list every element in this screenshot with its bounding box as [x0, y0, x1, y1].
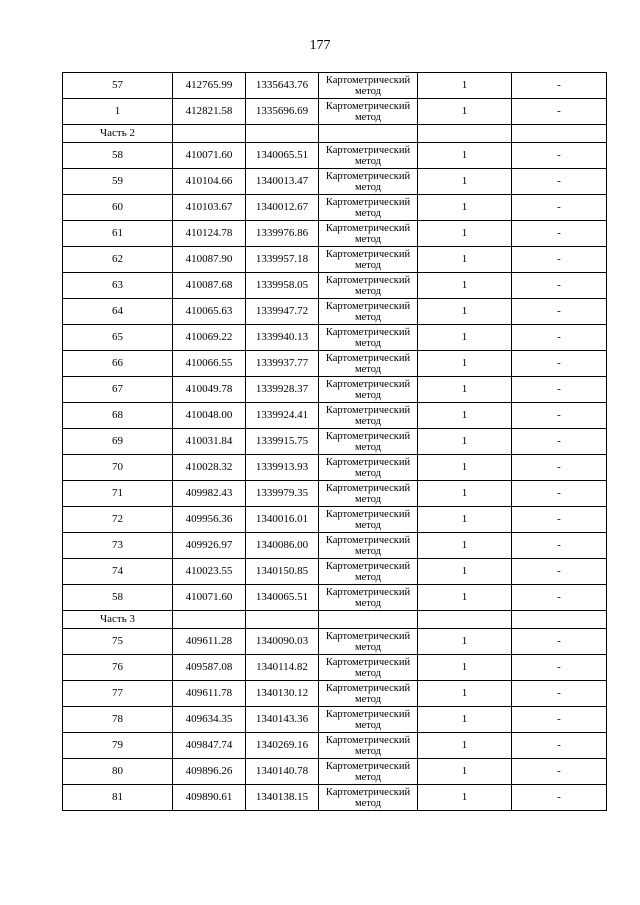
method-text: Картометрический метод	[325, 144, 411, 167]
method-cell	[319, 221, 418, 247]
table-row	[63, 481, 607, 507]
method-cell	[319, 99, 418, 125]
point-number-cell: 75	[63, 629, 173, 655]
y-coordinate-cell: 1339958.05	[246, 273, 319, 299]
accuracy-cell: 1	[418, 655, 512, 681]
method-cell	[319, 585, 418, 611]
method-text: Картометрический метод	[325, 196, 411, 219]
accuracy-cell: 1	[418, 733, 512, 759]
point-number-cell: 80	[63, 759, 173, 785]
method-cell	[319, 759, 418, 785]
empty-cell	[319, 611, 418, 629]
accuracy-cell: 1	[418, 559, 512, 585]
x-coordinate-cell: 410087.68	[173, 273, 246, 299]
description-cell: -	[512, 195, 607, 221]
table-row	[63, 707, 607, 733]
table-row	[63, 507, 607, 533]
x-coordinate-cell: 410124.78	[173, 221, 246, 247]
point-number-cell: 58	[63, 143, 173, 169]
part-header-row	[63, 611, 607, 629]
point-number-cell: 60	[63, 195, 173, 221]
method-cell	[319, 429, 418, 455]
table-row	[63, 733, 607, 759]
point-number-cell: 72	[63, 507, 173, 533]
table-row	[63, 247, 607, 273]
table-row	[63, 325, 607, 351]
accuracy-cell: 1	[418, 429, 512, 455]
x-coordinate-cell: 410071.60	[173, 585, 246, 611]
y-coordinate-cell: 1339976.86	[246, 221, 319, 247]
method-text: Картометрический метод	[325, 170, 411, 193]
x-coordinate-cell: 409890.61	[173, 785, 246, 811]
point-number-cell: 79	[63, 733, 173, 759]
table-row	[63, 585, 607, 611]
table-row	[63, 299, 607, 325]
x-coordinate-cell: 409956.36	[173, 507, 246, 533]
y-coordinate-cell: 1340016.01	[246, 507, 319, 533]
x-coordinate-cell: 409611.78	[173, 681, 246, 707]
method-cell	[319, 481, 418, 507]
method-text: Картометрический метод	[325, 682, 411, 705]
accuracy-cell: 1	[418, 533, 512, 559]
point-number-cell: 61	[63, 221, 173, 247]
accuracy-cell: 1	[418, 247, 512, 273]
point-number-cell: 69	[63, 429, 173, 455]
description-cell: -	[512, 455, 607, 481]
table-row	[63, 759, 607, 785]
accuracy-cell: 1	[418, 273, 512, 299]
description-cell: -	[512, 507, 607, 533]
point-number-cell: 58	[63, 585, 173, 611]
point-number-cell: 65	[63, 325, 173, 351]
description-cell: -	[512, 655, 607, 681]
description-cell: -	[512, 325, 607, 351]
page-number: 177	[309, 38, 331, 53]
table-row	[63, 377, 607, 403]
table-row	[63, 681, 607, 707]
description-cell: -	[512, 733, 607, 759]
method-text: Картометрический метод	[325, 100, 411, 123]
description-cell: -	[512, 785, 607, 811]
point-number-cell: 81	[63, 785, 173, 811]
description-cell: -	[512, 403, 607, 429]
description-cell: -	[512, 273, 607, 299]
method-text: Картометрический метод	[325, 760, 411, 783]
method-text: Картометрический метод	[325, 222, 411, 245]
method-cell	[319, 377, 418, 403]
method-cell	[319, 247, 418, 273]
method-cell	[319, 143, 418, 169]
method-text: Картометрический метод	[325, 656, 411, 679]
accuracy-cell: 1	[418, 299, 512, 325]
method-text: Картометрический метод	[325, 534, 411, 557]
point-number-cell: 73	[63, 533, 173, 559]
description-cell: -	[512, 221, 607, 247]
method-cell	[319, 403, 418, 429]
description-cell: -	[512, 759, 607, 785]
x-coordinate-cell: 410048.00	[173, 403, 246, 429]
description-cell: -	[512, 99, 607, 125]
point-number-cell: 68	[63, 403, 173, 429]
description-cell: -	[512, 707, 607, 733]
empty-cell	[173, 125, 246, 143]
accuracy-cell: 1	[418, 351, 512, 377]
method-cell	[319, 533, 418, 559]
point-number-cell: 66	[63, 351, 173, 377]
x-coordinate-cell: 409982.43	[173, 481, 246, 507]
y-coordinate-cell: 1340065.51	[246, 585, 319, 611]
point-number-cell: 63	[63, 273, 173, 299]
method-text: Картометрический метод	[325, 586, 411, 609]
accuracy-cell: 1	[418, 629, 512, 655]
y-coordinate-cell: 1339928.37	[246, 377, 319, 403]
method-cell	[319, 273, 418, 299]
method-cell	[319, 73, 418, 99]
y-coordinate-cell: 1340143.36	[246, 707, 319, 733]
y-coordinate-cell: 1340130.12	[246, 681, 319, 707]
method-cell	[319, 733, 418, 759]
method-text: Картометрический метод	[325, 404, 411, 427]
method-text: Картометрический метод	[325, 248, 411, 271]
table-row	[63, 273, 607, 299]
method-cell	[319, 707, 418, 733]
x-coordinate-cell: 409847.74	[173, 733, 246, 759]
accuracy-cell: 1	[418, 73, 512, 99]
y-coordinate-cell: 1339924.41	[246, 403, 319, 429]
point-number-cell: 57	[63, 73, 173, 99]
method-text: Картометрический метод	[325, 352, 411, 375]
method-cell	[319, 681, 418, 707]
method-text: Картометрический метод	[325, 508, 411, 531]
accuracy-cell: 1	[418, 481, 512, 507]
x-coordinate-cell: 409634.35	[173, 707, 246, 733]
table-row	[63, 143, 607, 169]
point-number-cell: 71	[63, 481, 173, 507]
description-cell: -	[512, 681, 607, 707]
method-text: Картометрический метод	[325, 430, 411, 453]
table-row	[63, 533, 607, 559]
table-row	[63, 351, 607, 377]
empty-cell	[246, 125, 319, 143]
accuracy-cell: 1	[418, 325, 512, 351]
empty-cell	[418, 611, 512, 629]
part-header-row	[63, 125, 607, 143]
method-text: Картометрический метод	[325, 74, 411, 97]
method-cell	[319, 629, 418, 655]
description-cell: -	[512, 169, 607, 195]
x-coordinate-cell: 412765.99	[173, 73, 246, 99]
y-coordinate-cell: 1339947.72	[246, 299, 319, 325]
x-coordinate-cell: 409926.97	[173, 533, 246, 559]
accuracy-cell: 1	[418, 455, 512, 481]
point-number-cell: 70	[63, 455, 173, 481]
y-coordinate-cell: 1339940.13	[246, 325, 319, 351]
accuracy-cell: 1	[418, 377, 512, 403]
method-text: Картометрический метод	[325, 326, 411, 349]
table-row	[63, 429, 607, 455]
method-cell	[319, 785, 418, 811]
description-cell: -	[512, 629, 607, 655]
table-row	[63, 785, 607, 811]
table-row	[63, 73, 607, 99]
table-row	[63, 403, 607, 429]
x-coordinate-cell: 410049.78	[173, 377, 246, 403]
accuracy-cell: 1	[418, 99, 512, 125]
empty-cell	[173, 611, 246, 629]
table-row	[63, 221, 607, 247]
accuracy-cell: 1	[418, 707, 512, 733]
method-cell	[319, 325, 418, 351]
method-text: Картометрический метод	[325, 560, 411, 583]
x-coordinate-cell: 410104.66	[173, 169, 246, 195]
table-row	[63, 629, 607, 655]
x-coordinate-cell: 410065.63	[173, 299, 246, 325]
method-text: Картометрический метод	[325, 482, 411, 505]
method-cell	[319, 195, 418, 221]
accuracy-cell: 1	[418, 143, 512, 169]
method-cell	[319, 299, 418, 325]
method-text: Картометрический метод	[325, 300, 411, 323]
method-text: Картометрический метод	[325, 274, 411, 297]
description-cell: -	[512, 559, 607, 585]
method-cell	[319, 507, 418, 533]
accuracy-cell: 1	[418, 785, 512, 811]
description-cell: -	[512, 73, 607, 99]
description-cell: -	[512, 299, 607, 325]
method-cell	[319, 169, 418, 195]
y-coordinate-cell: 1335696.69	[246, 99, 319, 125]
y-coordinate-cell: 1340090.03	[246, 629, 319, 655]
empty-cell	[418, 125, 512, 143]
y-coordinate-cell: 1340269.16	[246, 733, 319, 759]
coordinates-table-body	[63, 73, 607, 811]
point-number-cell: 74	[63, 559, 173, 585]
coordinates-table	[62, 72, 607, 811]
method-text: Картометрический метод	[325, 786, 411, 809]
part-label: Часть 3	[63, 611, 173, 629]
table-row	[63, 195, 607, 221]
x-coordinate-cell: 409587.08	[173, 655, 246, 681]
method-text: Картометрический метод	[325, 456, 411, 479]
x-coordinate-cell: 410066.55	[173, 351, 246, 377]
x-coordinate-cell: 410023.55	[173, 559, 246, 585]
y-coordinate-cell: 1340065.51	[246, 143, 319, 169]
y-coordinate-cell: 1340012.67	[246, 195, 319, 221]
table-row	[63, 99, 607, 125]
method-cell	[319, 559, 418, 585]
method-text: Картометрический метод	[325, 708, 411, 731]
y-coordinate-cell: 1339915.75	[246, 429, 319, 455]
x-coordinate-cell: 409611.28	[173, 629, 246, 655]
y-coordinate-cell: 1340138.15	[246, 785, 319, 811]
point-number-cell: 76	[63, 655, 173, 681]
table-row	[63, 169, 607, 195]
accuracy-cell: 1	[418, 195, 512, 221]
accuracy-cell: 1	[418, 507, 512, 533]
accuracy-cell: 1	[418, 169, 512, 195]
x-coordinate-cell: 410071.60	[173, 143, 246, 169]
accuracy-cell: 1	[418, 681, 512, 707]
x-coordinate-cell: 410031.84	[173, 429, 246, 455]
description-cell: -	[512, 585, 607, 611]
table-row	[63, 559, 607, 585]
x-coordinate-cell: 410103.67	[173, 195, 246, 221]
y-coordinate-cell: 1335643.76	[246, 73, 319, 99]
method-cell	[319, 351, 418, 377]
y-coordinate-cell: 1339957.18	[246, 247, 319, 273]
point-number-cell: 78	[63, 707, 173, 733]
description-cell: -	[512, 143, 607, 169]
accuracy-cell: 1	[418, 759, 512, 785]
empty-cell	[319, 125, 418, 143]
method-text: Картометрический метод	[325, 378, 411, 401]
method-text: Картометрический метод	[325, 734, 411, 757]
y-coordinate-cell: 1339913.93	[246, 455, 319, 481]
table-row	[63, 655, 607, 681]
method-cell	[319, 455, 418, 481]
method-cell	[319, 655, 418, 681]
point-number-cell: 77	[63, 681, 173, 707]
empty-cell	[512, 611, 607, 629]
x-coordinate-cell: 412821.58	[173, 99, 246, 125]
x-coordinate-cell: 410069.22	[173, 325, 246, 351]
accuracy-cell: 1	[418, 585, 512, 611]
method-text: Картометрический метод	[325, 630, 411, 653]
y-coordinate-cell: 1339979.35	[246, 481, 319, 507]
empty-cell	[512, 125, 607, 143]
y-coordinate-cell: 1340150.85	[246, 559, 319, 585]
y-coordinate-cell: 1340086.00	[246, 533, 319, 559]
description-cell: -	[512, 247, 607, 273]
point-number-cell: 1	[63, 99, 173, 125]
y-coordinate-cell: 1340114.82	[246, 655, 319, 681]
x-coordinate-cell: 410087.90	[173, 247, 246, 273]
y-coordinate-cell: 1340140.78	[246, 759, 319, 785]
x-coordinate-cell: 409896.26	[173, 759, 246, 785]
description-cell: -	[512, 481, 607, 507]
description-cell: -	[512, 377, 607, 403]
description-cell: -	[512, 351, 607, 377]
x-coordinate-cell: 410028.32	[173, 455, 246, 481]
accuracy-cell: 1	[418, 221, 512, 247]
y-coordinate-cell: 1339937.77	[246, 351, 319, 377]
point-number-cell: 62	[63, 247, 173, 273]
description-cell: -	[512, 429, 607, 455]
point-number-cell: 64	[63, 299, 173, 325]
description-cell: -	[512, 533, 607, 559]
point-number-cell: 67	[63, 377, 173, 403]
point-number-cell: 59	[63, 169, 173, 195]
empty-cell	[246, 611, 319, 629]
table-row	[63, 455, 607, 481]
part-label: Часть 2	[63, 125, 173, 143]
y-coordinate-cell: 1340013.47	[246, 169, 319, 195]
accuracy-cell: 1	[418, 403, 512, 429]
